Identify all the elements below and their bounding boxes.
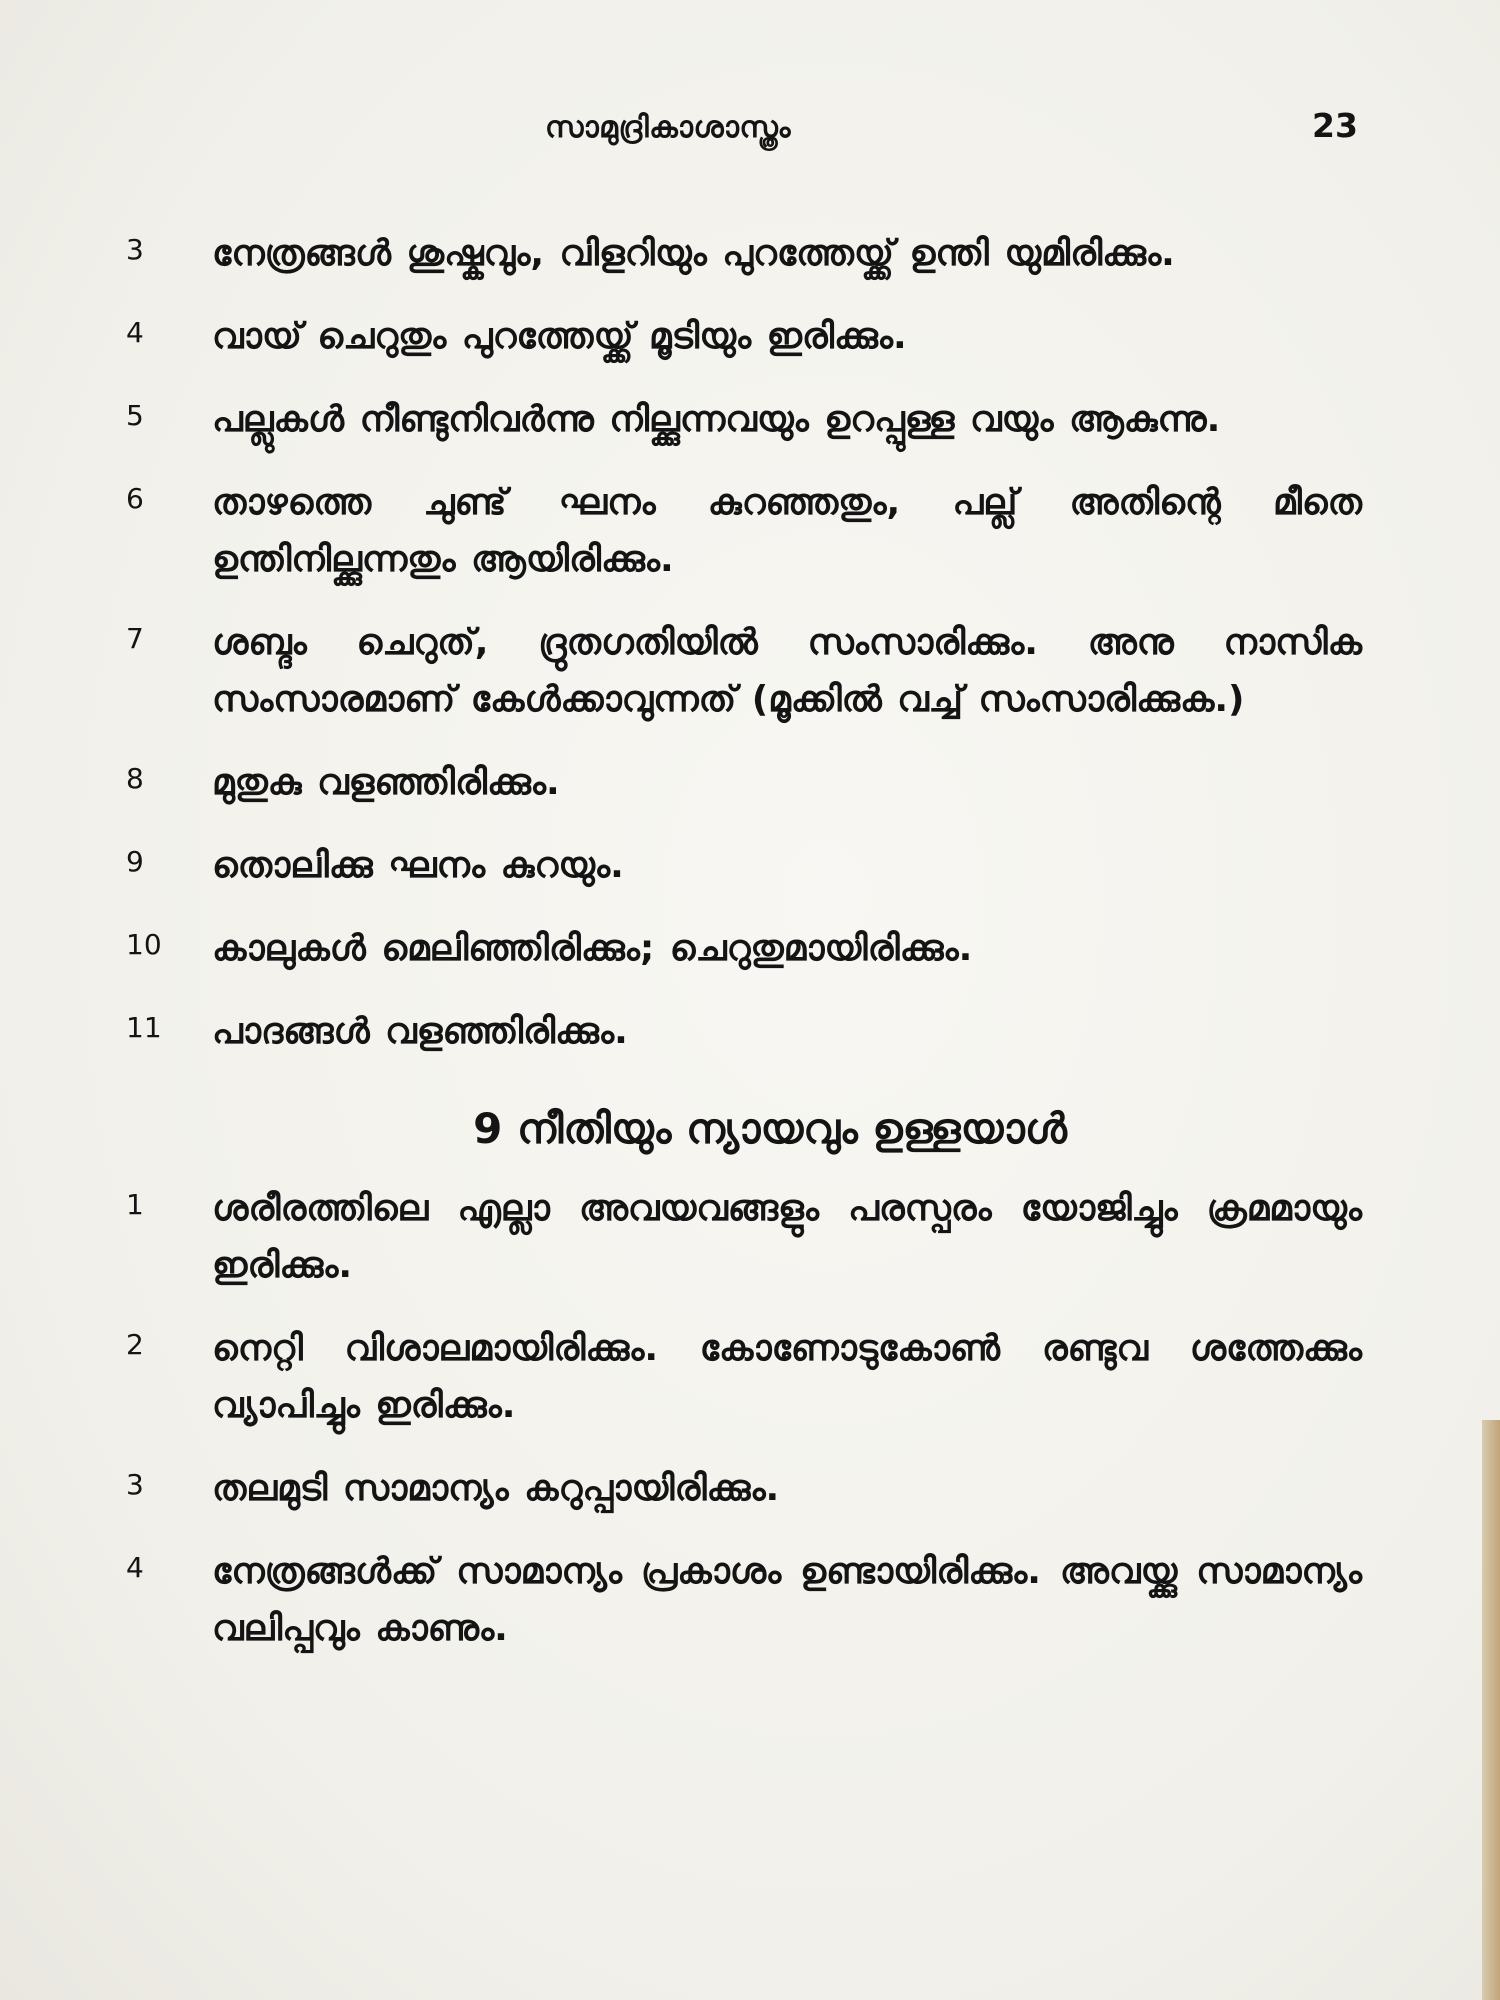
- item-number: 2: [126, 1328, 144, 1361]
- item-text: നേത്രങ്ങൾക്ക് സാമാന്യം പ്രകാശം ഉണ്ടായിരിക്കും. അവയ്ക്കു സാമാന്യം വലിപ്പവും കാണും.: [212, 1551, 1362, 1649]
- page-header: [0, 106, 1500, 160]
- item-number: 11: [126, 1011, 162, 1044]
- item-number: 1: [126, 1188, 144, 1221]
- list-item: [0, 225, 1500, 282]
- item-text: മുതുകു വളഞ്ഞിരിക്കും.: [212, 762, 560, 803]
- item-text: പല്ലുകൾ നീണ്ടുനിവർന്നു നില്ക്കുന്നവയും ഉറപ്പുള്ള വയും ആകുന്നു.: [212, 399, 1221, 440]
- list-item: [0, 1543, 1500, 1657]
- page-content: [0, 225, 1500, 1683]
- item-number: 7: [126, 622, 144, 655]
- item-number: 8: [126, 762, 144, 795]
- list-item: [0, 614, 1500, 728]
- list-item: [0, 837, 1500, 894]
- page-number: 23: [1312, 106, 1358, 145]
- item-text: പാദങ്ങൾ വളഞ്ഞിരിക്കും.: [212, 1011, 628, 1052]
- item-number: 6: [126, 482, 144, 515]
- list-item: [0, 754, 1500, 811]
- list-item: [0, 1180, 1500, 1294]
- list-item: [0, 308, 1500, 365]
- item-number: 5: [126, 399, 144, 432]
- item-number: 10: [126, 928, 162, 961]
- item-number: 4: [126, 1551, 144, 1584]
- item-text: നേത്രങ്ങൾ ശുഷ്കവും, വിളറിയും പുറത്തേയ്ക്ക് ഉന്തി യുമിരിക്കും.: [212, 233, 1175, 274]
- list-item: [0, 920, 1500, 977]
- item-number: 4: [126, 316, 144, 349]
- item-number: 3: [126, 1468, 144, 1501]
- list-item: [0, 391, 1500, 448]
- list-item: [0, 1320, 1500, 1434]
- item-text: കാലുകൾ മെലിഞ്ഞിരിക്കും; ചെറുതുമായിരിക്കും.: [212, 928, 973, 969]
- item-text: തൊലിക്കു ഘനം കുറയും.: [212, 845, 624, 886]
- item-number: 9: [126, 845, 144, 878]
- list-item: [0, 1460, 1500, 1517]
- section-heading: 9 നീതിയും ന്യായവും ഉള്ളയാൾ: [473, 1104, 1067, 1153]
- item-text: തലമുടി സാമാന്യം കറുപ്പായിരിക്കും.: [212, 1468, 780, 1509]
- item-text: താഴത്തെ ചുണ്ട് ഘനം കുറഞ്ഞതും, പല്ല് അതിന്റെ മീതെ ഉന്തിനില്ക്കുന്നതും ആയിരിക്കും.: [212, 482, 1362, 580]
- running-title: സാമുദ്രികാശാസ്ത്രം: [545, 110, 791, 145]
- list-item: [0, 474, 1500, 588]
- item-text: ശബ്ദം ചെറുത്, ദ്രുതഗതിയിൽ സംസാരിക്കും. അനു നാസിക സംസാരമാണ് കേൾക്കാവുന്നത് (മൂക്കിൽ വച്ച് സംസാരിക്കുക.): [212, 622, 1362, 720]
- item-text: നെറ്റി വിശാലമായിരിക്കും. കോണോടുകോൺ രണ്ടുവ ശത്തേക്കും വ്യാപിച്ചും ഇരിക്കും.: [212, 1328, 1362, 1426]
- item-number: 3: [126, 233, 144, 266]
- item-text: വായ് ചെറുതും പുറത്തേയ്ക്ക് മൂടിയും ഇരിക്കും.: [212, 316, 907, 357]
- item-text: ശരീരത്തിലെ എല്ലാ അവയവങ്ങളും പരസ്പരം യോജിച്ചും ക്രമമായും ഇരിക്കും.: [212, 1188, 1362, 1286]
- list-item: [0, 1003, 1500, 1060]
